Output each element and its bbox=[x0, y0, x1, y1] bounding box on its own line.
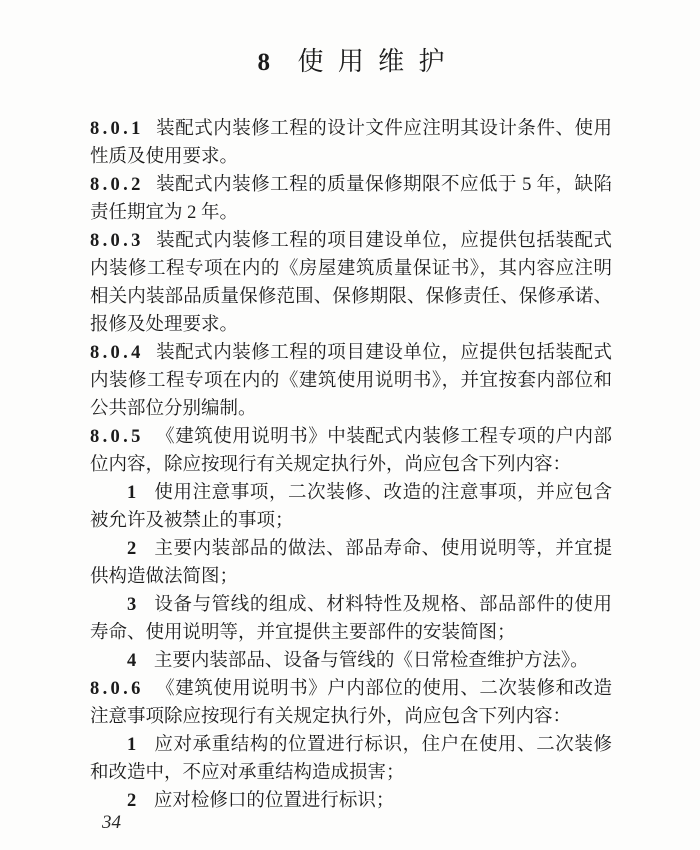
clause-8-0-5 bbox=[90, 423, 612, 479]
clause-8-0-5-item-4 bbox=[90, 647, 612, 675]
clause-number: 8.0.2 bbox=[90, 175, 144, 195]
clause-text: 《建筑使用说明书》中装配式内装修工程专项的户内部位内容，除应按现行有关规定执行外，尚应包含下列内容： bbox=[90, 427, 612, 475]
clause-number: 8.0.4 bbox=[90, 343, 144, 363]
clause-8-0-4 bbox=[90, 339, 612, 423]
chapter-title-text: 使用维护 bbox=[297, 47, 459, 76]
clause-number: 8.0.5 bbox=[90, 427, 144, 447]
item-text: 设备与管线的组成、材料特性及规格、部品部件的使用寿命、使用说明等，并宜提供主要部件的安装简图； bbox=[90, 595, 612, 643]
clause-text: 装配式内装修工程的设计文件应注明其设计条件、使用性质及使用要求。 bbox=[90, 119, 612, 167]
item-text: 主要内装部品的做法、部品寿命、使用说明等，并宜提供构造做法简图； bbox=[90, 539, 612, 587]
clause-8-0-3 bbox=[90, 227, 612, 339]
clause-8-0-6 bbox=[90, 675, 612, 731]
clause-text: 装配式内装修工程的项目建设单位，应提供包括装配式内装修工程专项在内的《建筑使用说明书》，并宜按套内部位和公共部位分别编制。 bbox=[90, 343, 612, 419]
chapter-number: 8 bbox=[257, 49, 271, 76]
item-text: 主要内装部品、设备与管线的《日常检查维护方法》。 bbox=[153, 651, 589, 671]
item-number: 3 bbox=[127, 595, 137, 615]
clause-number: 8.0.1 bbox=[90, 119, 144, 139]
clause-8-0-5-item-2 bbox=[90, 535, 612, 591]
clause-number: 8.0.6 bbox=[90, 679, 144, 699]
page-number: 34 bbox=[102, 812, 121, 833]
item-text: 应对检修口的位置进行标识； bbox=[153, 791, 395, 811]
clause-8-0-6-item-1 bbox=[90, 731, 612, 787]
body-text bbox=[90, 115, 612, 815]
clause-text: 装配式内装修工程的质量保修期限不应低于 5 年，缺陷责任期宜为 2 年。 bbox=[90, 175, 612, 223]
item-text: 应对承重结构的位置进行标识，住户在使用、二次装修和改造中，不应对承重结构造成损害； bbox=[90, 735, 612, 783]
item-number: 2 bbox=[127, 791, 137, 811]
clause-text: 装配式内装修工程的项目建设单位，应提供包括装配式内装修工程专项在内的《房屋建筑质量保证书》，其内容应注明相关内装部品质量保修范围、保修期限、保修责任、保修承诺、报修及处理要求。 bbox=[90, 231, 612, 335]
clause-8-0-6-item-2 bbox=[90, 787, 612, 815]
clause-number: 8.0.3 bbox=[90, 231, 144, 251]
item-text: 使用注意事项，二次装修、改造的注意事项，并应包含被允许及被禁止的事项； bbox=[90, 483, 612, 531]
clause-8-0-2 bbox=[90, 171, 612, 227]
clause-8-0-5-item-3 bbox=[90, 591, 612, 647]
page-content bbox=[90, 46, 612, 815]
item-number: 4 bbox=[127, 651, 137, 671]
chapter-heading bbox=[90, 46, 612, 79]
item-number: 2 bbox=[127, 539, 137, 559]
item-number: 1 bbox=[127, 483, 137, 503]
clause-text: 《建筑使用说明书》户内部位的使用、二次装修和改造注意事项除应按现行有关规定执行外，尚应包含下列内容： bbox=[90, 679, 612, 727]
clause-8-0-1 bbox=[90, 115, 612, 171]
item-number: 1 bbox=[127, 735, 137, 755]
clause-8-0-5-item-1 bbox=[90, 479, 612, 535]
